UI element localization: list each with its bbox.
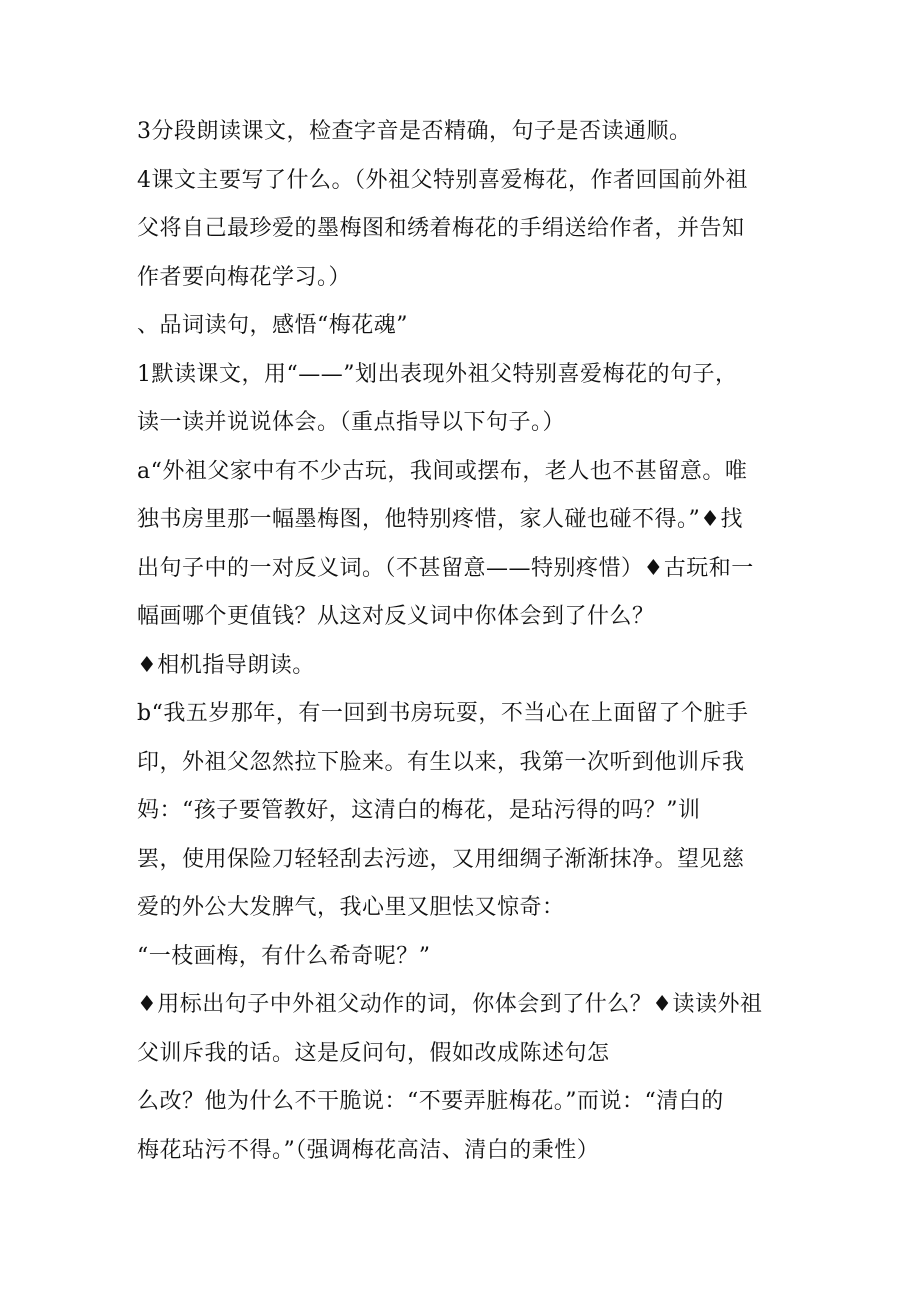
text-line: ♦相机指导朗读。 — [137, 653, 315, 678]
text-line: 4课文主要写了什么。（外祖父特别喜爱梅花，作者回国前外祖 — [137, 168, 748, 193]
text-line: 幅画哪个更值钱？从这对反义词中你体会到了什么？ — [137, 604, 655, 629]
text-line: 爱的外公大发脾气，我心里又胆怯又惊奇： — [137, 895, 565, 920]
text-line: 印，外祖父忽然拉下脸来。有生以来，我第一次听到他训斥我 — [137, 750, 745, 775]
text-line: 妈：“孩子要管教好，这清白的梅花，是玷污得的吗？”训 — [137, 798, 701, 823]
text-line: 独书房里那一幅墨梅图，他特别疼惜，家人碰也碰不得。”♦找 — [137, 507, 743, 532]
text-line: a“外祖父家中有不少古玩，我间或摆布，老人也不甚留意。唯 — [137, 459, 748, 484]
section-heading: 、品词读句，感悟“梅花魂” — [137, 313, 408, 338]
text-line: 么改？他为什么不干脆说：“不要弄脏梅花。”而说：“清白的 — [137, 1089, 724, 1114]
text-line: 1默读课文，用“——”划出表现外祖父特别喜爱梅花的句子， — [137, 362, 738, 387]
text-line: 读一读并说说体会。（重点指导以下句子。） — [137, 410, 566, 435]
text-line: 父训斥我的话。这是反问句，假如改成陈述句怎 — [137, 1041, 610, 1066]
text-line: “一枝画梅，有什么希奇呢？” — [137, 944, 431, 969]
text-line: 3分段朗读课文，检查字音是否精确，句子是否读通顺。 — [137, 119, 692, 144]
text-line: 罢，使用保险刀轻轻刮去污迹，又用细绸子渐渐抹净。望见慈 — [137, 847, 745, 872]
text-line: 父将自己最珍爱的墨梅图和绣着梅花的手绢送给作者，并告知 — [137, 216, 745, 241]
text-line: ♦用标出句子中外祖父动作的词，你体会到了什么？♦读读外祖 — [137, 992, 763, 1017]
text-line: 作者要向梅花学习。） — [137, 265, 352, 290]
text-line: 梅花玷污不得。”（强调梅花高洁、清白的秉性） — [137, 1138, 600, 1163]
text-line: b“我五岁那年，有一回到书房玩耍，不当心在上面留了个脏手 — [137, 701, 749, 726]
text-line: 出句子中的一对反义词。（不甚留意——特别疼惜）♦古玩和一 — [137, 556, 754, 581]
